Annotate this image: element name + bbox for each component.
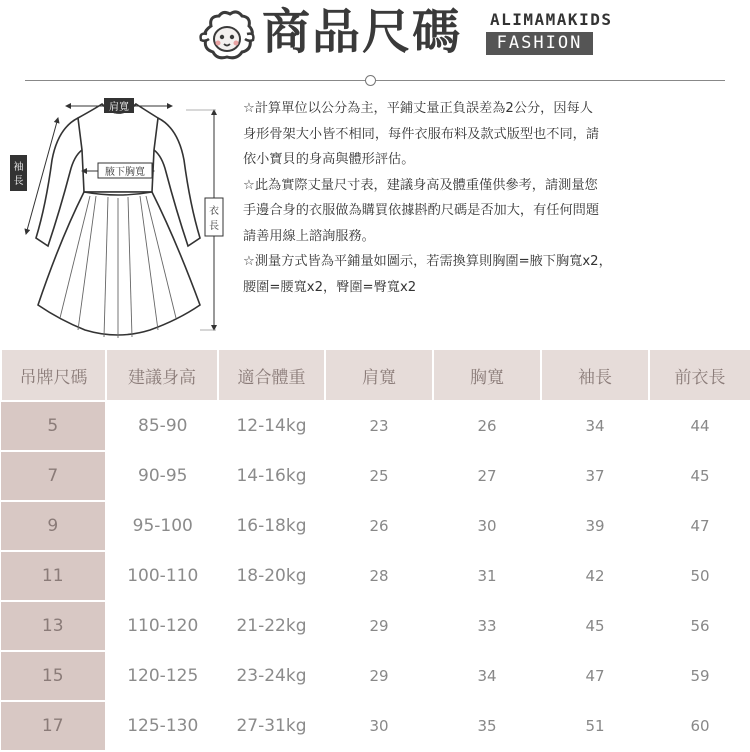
cell-length: 56	[649, 601, 750, 651]
cell-weight: 21-22kg	[218, 601, 325, 651]
size-table	[0, 350, 750, 752]
cell-shoulder: 28	[325, 551, 433, 601]
label-length-char2: 長	[209, 221, 219, 232]
cell-chest: 35	[433, 701, 541, 751]
table-row	[1, 701, 750, 751]
cell-sleeve: 34	[541, 401, 649, 451]
header-sleeve: 袖長	[541, 350, 649, 401]
cell-sleeve: 39	[541, 501, 649, 551]
cell-weight: 18-20kg	[218, 551, 325, 601]
sheep-icon	[197, 6, 257, 66]
note-line: 腰圍=腰寬x2，臀圍=臀寬x2	[243, 279, 417, 295]
cell-height: 100-110	[106, 551, 218, 601]
cell-length: 47	[649, 501, 750, 551]
cell-sleeve: 45	[541, 601, 649, 651]
cell-shoulder: 23	[325, 401, 433, 451]
page-title: 商品尺碼	[262, 4, 463, 60]
cell-weight: 27-31kg	[218, 701, 325, 751]
brand-name: ALIMAMAKIDS	[490, 10, 613, 29]
table-header-row	[1, 350, 750, 401]
cell-size: 15	[1, 651, 106, 701]
note-line: 身形骨架大小皆不相同，每件衣服布料及款式版型也不同，請	[243, 126, 600, 142]
cell-sleeve: 37	[541, 451, 649, 501]
cell-size: 5	[1, 401, 106, 451]
brand-tag: FASHION	[486, 32, 593, 55]
cell-size: 9	[1, 501, 106, 551]
cell-size: 17	[1, 701, 106, 751]
cell-height: 110-120	[106, 601, 218, 651]
note-line: ☆此為實際丈量尺寸表，建議身高及體重僅供參考，請測量您	[243, 177, 598, 193]
cell-chest: 26	[433, 401, 541, 451]
divider-left	[25, 80, 365, 81]
cell-size: 13	[1, 601, 106, 651]
cell-size: 11	[1, 551, 106, 601]
note-line: 依小寶貝的身高與體形評估。	[243, 152, 415, 167]
cell-height: 120-125	[106, 651, 218, 701]
cell-height: 90-95	[106, 451, 218, 501]
table-row	[1, 651, 750, 701]
label-sleeve-char1: 袖	[13, 162, 24, 173]
cell-height: 95-100	[106, 501, 218, 551]
label-chest: 腋下胸寬	[105, 167, 145, 178]
label-length-char1: 衣	[209, 206, 219, 217]
header-tag-size: 吊牌尺碼	[1, 350, 106, 401]
cell-length: 60	[649, 701, 750, 751]
table-row	[1, 601, 750, 651]
cell-weight: 12-14kg	[218, 401, 325, 451]
cell-chest: 31	[433, 551, 541, 601]
header-length: 前衣長	[649, 350, 750, 401]
cell-length: 44	[649, 401, 750, 451]
cell-size: 7	[1, 451, 106, 501]
cell-sleeve: 47	[541, 651, 649, 701]
cell-shoulder: 30	[325, 701, 433, 751]
cell-height: 125-130	[106, 701, 218, 751]
cell-height: 85-90	[106, 401, 218, 451]
cell-sleeve: 42	[541, 551, 649, 601]
header-shoulder: 肩寬	[325, 350, 433, 401]
cell-length: 45	[649, 451, 750, 501]
note-line: 手邊合身的衣服做為購買依據斟酌尺碼是否加大，有任何問題	[243, 203, 600, 218]
label-sleeve-char2: 長	[13, 176, 24, 187]
cell-chest: 33	[433, 601, 541, 651]
cell-shoulder: 29	[325, 601, 433, 651]
cell-length: 50	[649, 551, 750, 601]
header-height: 建議身高	[106, 350, 218, 401]
table-row	[1, 551, 750, 601]
cell-weight: 16-18kg	[218, 501, 325, 551]
cell-sleeve: 51	[541, 701, 649, 751]
cell-weight: 23-24kg	[218, 651, 325, 701]
divider-right	[376, 80, 725, 81]
cell-chest: 34	[433, 651, 541, 701]
size-notes	[243, 96, 713, 300]
divider-circle	[365, 75, 376, 86]
table-row	[1, 451, 750, 501]
header-chest: 胸寬	[433, 350, 541, 401]
page-header	[0, 0, 750, 75]
cell-chest: 30	[433, 501, 541, 551]
cell-shoulder: 29	[325, 651, 433, 701]
cell-chest: 27	[433, 451, 541, 501]
label-shoulder: 肩寬	[109, 102, 129, 113]
table-row	[1, 401, 750, 451]
header-weight: 適合體重	[218, 350, 325, 401]
cell-shoulder: 26	[325, 501, 433, 551]
garment-diagram	[0, 90, 230, 340]
table-row	[1, 501, 750, 551]
cell-weight: 14-16kg	[218, 451, 325, 501]
cell-length: 59	[649, 651, 750, 701]
cell-shoulder: 25	[325, 451, 433, 501]
note-line: 請善用線上諮詢服務。	[243, 228, 375, 244]
note-line: ☆計算單位以公分為主，平鋪丈量正負誤差為2公分，因每人	[243, 101, 593, 116]
note-line: ☆測量方式皆為平鋪量如圖示，若需換算則胸圍=腋下胸寬x2，	[243, 254, 612, 269]
